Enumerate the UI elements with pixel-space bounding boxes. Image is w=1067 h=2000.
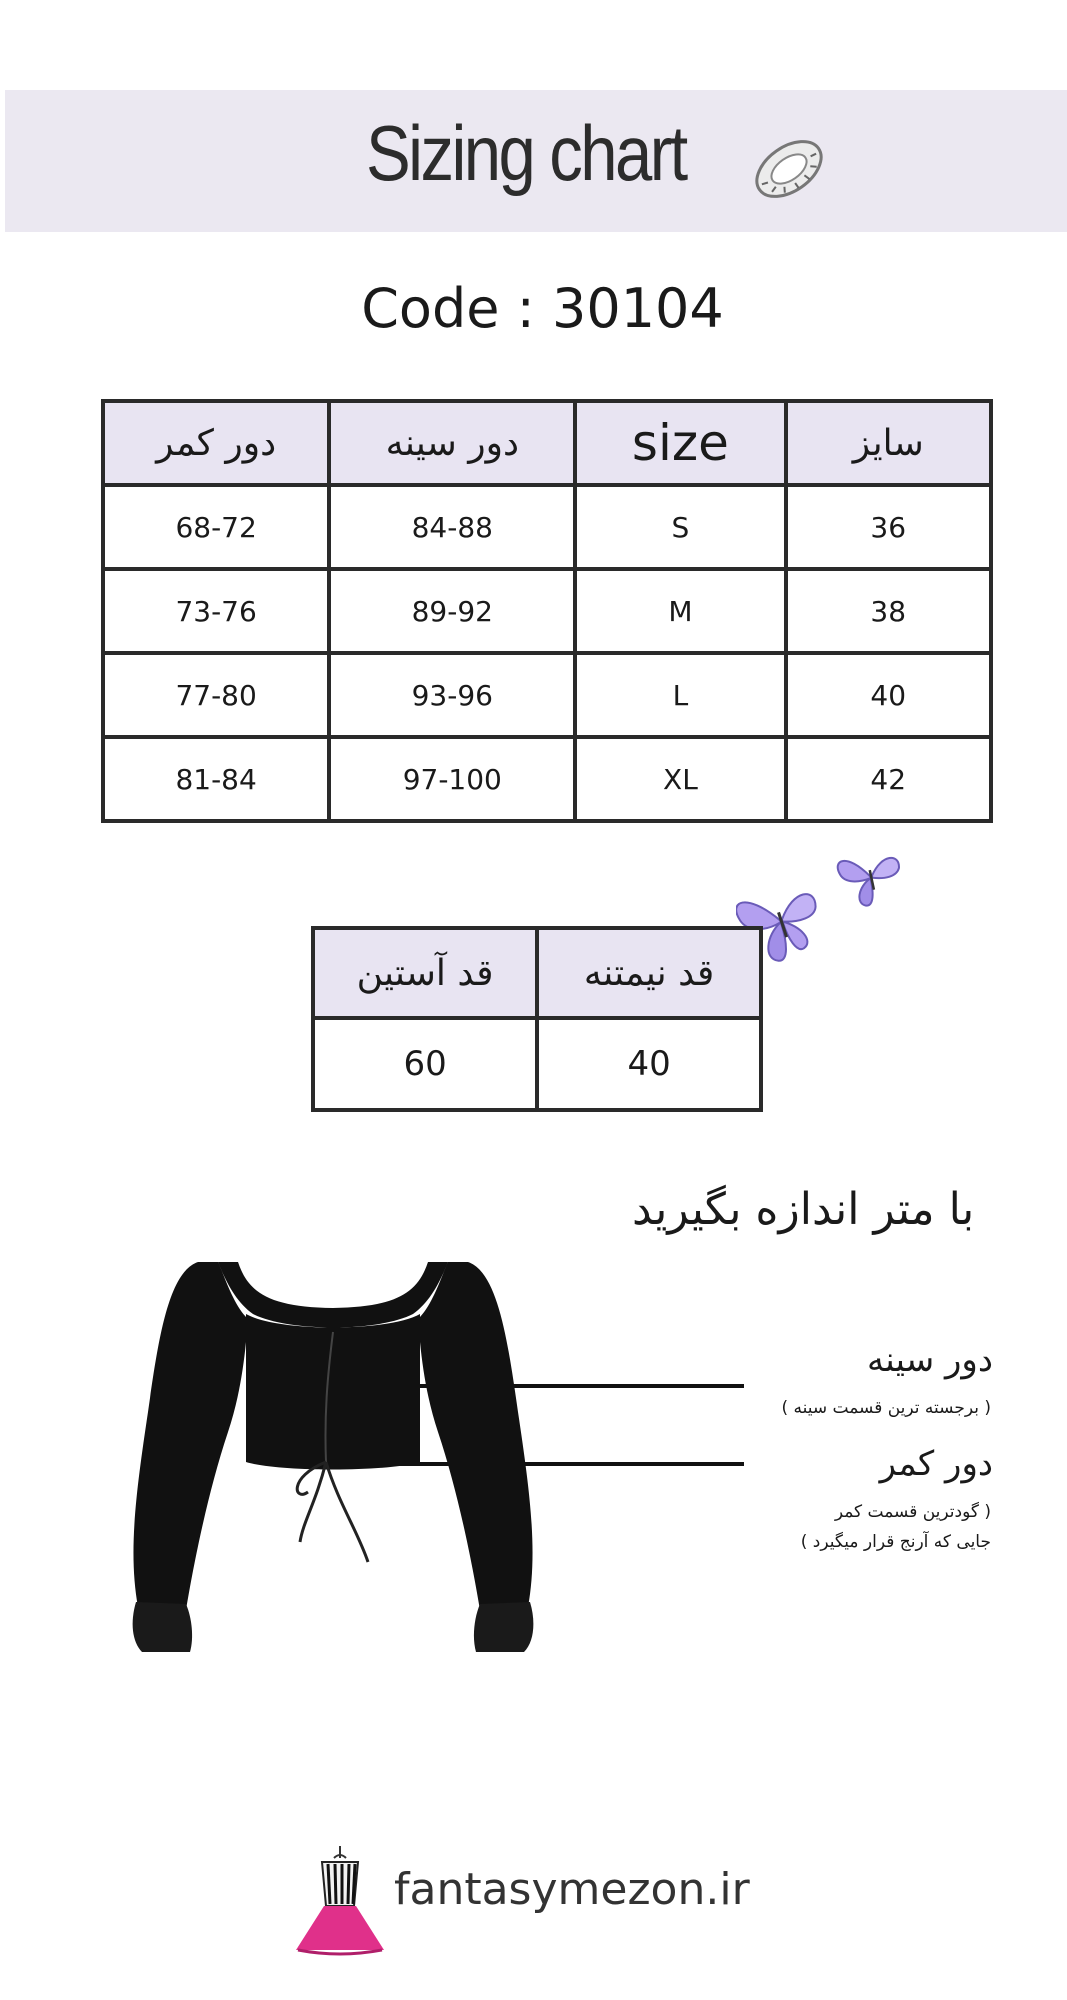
waist-label: دور کمر [879,1444,993,1484]
table-row [313,1018,761,1110]
cell-chest: 93-96 [329,653,575,737]
cell-size-fa: 38 [786,569,992,653]
cell-waist: 81-84 [103,737,329,821]
cell-size-en: XL [575,737,785,821]
cell-waist: 68-72 [103,485,329,569]
cell-top-length: 40 [537,1018,761,1110]
header-size-fa: سایز [786,401,992,485]
cell-waist: 77-80 [103,653,329,737]
measure-instruction: با متر اندازه بگیرید [632,1184,975,1235]
cell-chest: 84-88 [329,485,575,569]
table-row [103,737,991,821]
header-size-en: size [575,401,785,485]
cell-size-en: S [575,485,785,569]
cell-waist: 73-76 [103,569,329,653]
butterfly-icon [836,840,906,912]
cell-sleeve-length: 60 [313,1018,537,1110]
measuring-tape-icon [746,126,832,212]
table-row [103,485,991,569]
header-top-length: قد نیمتنه [537,928,761,1018]
page-title: Sizing chart [366,109,686,197]
chest-label: دور سینه [866,1340,993,1380]
cell-size-en: L [575,653,785,737]
chest-note: ( برجسته ترین قسمت سینه ) [781,1398,991,1418]
waist-note-1: ( گودترین قسمت کمر [834,1502,991,1522]
waist-note-2: جایی که آرنج قرار میگیرد ) [800,1532,991,1552]
cell-size-en: M [575,569,785,653]
site-url: fantasymezon.ir [394,1864,750,1915]
cell-chest: 97-100 [329,737,575,821]
table-header-row [103,401,991,485]
header-chest: دور سینه [329,401,575,485]
waist-measure-line [388,1462,744,1466]
product-code: Code : 30104 [361,277,724,340]
cell-size-fa: 42 [786,737,992,821]
length-table [311,926,763,1112]
size-table [101,399,993,823]
table-row [103,653,991,737]
header-sleeve-length: قد آستین [313,928,537,1018]
cell-chest: 89-92 [329,569,575,653]
header-waist: دور کمر [103,401,329,485]
cell-size-fa: 40 [786,653,992,737]
dress-logo-icon [288,1846,392,1958]
table-header-row [313,928,761,1018]
chest-measure-line [388,1384,744,1388]
table-row [103,569,991,653]
cell-size-fa: 36 [786,485,992,569]
